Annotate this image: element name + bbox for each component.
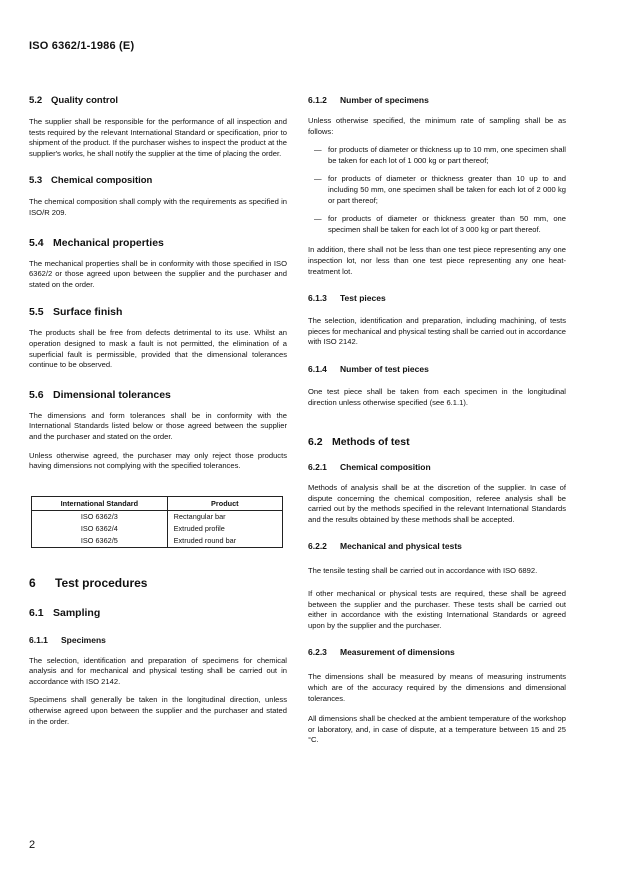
section-6-1-1-text-2: Specimens shall generally be taken in the longitudinal direction, unless otherwise agreed upon between the supplier and the purchaser and stated in the order. bbox=[29, 695, 287, 726]
section-5-3-text: The chemical composition shall comply with the requirements as specified in ISO/R 209. bbox=[29, 197, 287, 217]
table-row bbox=[32, 535, 283, 548]
section-6-1-3-heading: 6.1.3 Test pieces bbox=[308, 293, 386, 304]
section-5-2-heading: 5.2 Quality control bbox=[29, 95, 119, 106]
table-header-cell: International Standard bbox=[32, 496, 168, 510]
table-header-cell: Product bbox=[167, 496, 282, 510]
section-6-2-3-heading: 6.2.3 Measurement of dimensions bbox=[308, 647, 455, 658]
section-5-5-text: The products shall be free from defects detrimental to its use. Whilst an operation designed to mask a fault is not permitted, the elimination of a superficial fault is permissible, provided that the dimensional tolerances continue to be observed. bbox=[29, 328, 287, 370]
section-5-6-text-2: Unless otherwise agreed, the purchaser may only reject those products having dimensions not complying with the specified tolerances. bbox=[29, 450, 287, 471]
section-6-2-3-text-2: All dimensions shall be checked at the ambient temperature of the workshop or laboratory, and, in case of dispute, at a temperature between 15 and 25 °C. bbox=[308, 714, 566, 745]
section-6-1-4-text: One test piece shall be taken from each specimen in the longitudinal direction unless otherwise specified (see 6.1.1). bbox=[308, 386, 566, 407]
tolerance-standards-table bbox=[31, 496, 283, 548]
section-6-1-2-heading: 6.1.2 Number of specimens bbox=[308, 95, 429, 105]
right-column bbox=[308, 95, 566, 746]
section-5-5-heading: 5.5 Surface finish bbox=[29, 306, 123, 319]
section-6-1-4-heading: 6.1.4 Number of test pieces bbox=[308, 363, 429, 374]
section-6-heading: 6 Test procedures bbox=[29, 575, 148, 590]
section-6-2-3-text-1: The dimensions shall be measured by means of measuring instruments which are of the accuracy required by the dimensions and dimensional tolerances. bbox=[308, 672, 566, 703]
section-6-2-1-heading: 6.2.1 Chemical composition bbox=[308, 462, 431, 473]
table-row bbox=[32, 523, 283, 535]
section-5-4-heading: 5.4 Mechanical properties bbox=[29, 236, 164, 249]
table-cell: Extruded round bar bbox=[167, 535, 282, 548]
table-header-row bbox=[32, 496, 283, 510]
section-5-3-heading: 5.3 Chemical composition bbox=[29, 175, 153, 187]
section-6-1-2-text-1: Unless otherwise specified, the minimum rate of sampling shall be as follows: bbox=[308, 116, 566, 136]
section-6-1-2-text-2: In addition, there shall not be less than one test piece representing any one inspection lot, nor less than one test piece representing any one heat-treatment lot. bbox=[308, 245, 566, 276]
section-6-1-heading: 6.1 Sampling bbox=[29, 606, 101, 619]
table-row bbox=[32, 510, 283, 523]
table-cell: ISO 6362/4 bbox=[32, 523, 168, 535]
left-column bbox=[29, 95, 287, 727]
section-6-2-2-heading: 6.2.2 Mechanical and physical tests bbox=[308, 541, 462, 552]
section-6-1-1-text-1: The selection, identification and preparation of specimens for chemical analysis and for mechanical and physical testing shall be carried out in accordance with ISO 2142. bbox=[29, 655, 287, 686]
section-5-6-text-1: The dimensions and form tolerances shall be in conformity with the International Standards listed below or those agreed between the supplier and the purchaser and stated on the order. bbox=[29, 410, 287, 441]
section-5-6-heading: 5.6 Dimensional tolerances bbox=[29, 388, 171, 401]
section-5-2-text: The supplier shall be responsible for the performance of all inspection and tests required by the relevant International Standard or specification, prior to shipment of the product. If the purchaser wishes to inspect the product at the supplier's works, he shall notify the supplier at the time of placing the order. bbox=[29, 117, 287, 158]
table-cell: ISO 6362/5 bbox=[32, 535, 168, 548]
section-6-2-heading: 6.2 Methods of test bbox=[308, 436, 410, 449]
section-5-4-text: The mechanical properties shall be in conformity with those specified in ISO 6362/2 or those agreed upon between the supplier and the purchaser and stated on the order. bbox=[29, 258, 287, 289]
page-number: 2 bbox=[29, 839, 36, 851]
document-header: ISO 6362/1-1986 (E) bbox=[29, 40, 135, 52]
section-6-2-2-text-2: If other mechanical or physical tests are required, these shall be agreed between the supplier and the purchaser. These tests shall be carried out either in accordance with the existing International Standards or agreed upon by the supplier and the purchaser. bbox=[308, 589, 566, 630]
section-6-2-2-text-1: The tensile testing shall be carried out in accordance with ISO 6892. bbox=[308, 566, 538, 576]
table-cell: Rectangular bar bbox=[167, 510, 282, 523]
section-6-2-1-text: Methods of analysis shall be at the discretion of the supplier. In case of dispute concerning the chemical composition, referee analysis shall be carried out by the methods specified in the relevant International Standards and the results obtained by these methods shall be accepted. bbox=[308, 483, 566, 524]
list-item: — for products of diameter or thickness greater than 50 mm, one specimen shall be taken for each lot of 3 000 kg or part thereof. bbox=[314, 214, 566, 234]
section-6-1-3-text: The selection, identification and preparation, including machining, of tests pieces for mechanical and physical testing shall be carried out in accordance with ISO 2142. bbox=[308, 316, 566, 347]
list-item: — for products of diameter or thickness greater than 10 up to and including 50 mm, one specimen shall be taken for each lot of 2 000 kg or part thereof; bbox=[314, 174, 566, 205]
list-item: — for products of diameter or thickness up to 10 mm, one specimen shall be taken for each lot of 1 000 kg or part thereof; bbox=[314, 145, 566, 165]
table-cell: Extruded profile bbox=[167, 523, 282, 535]
section-6-1-1-heading: 6.1.1 Specimens bbox=[29, 634, 106, 645]
table-cell: ISO 6362/3 bbox=[32, 510, 168, 523]
